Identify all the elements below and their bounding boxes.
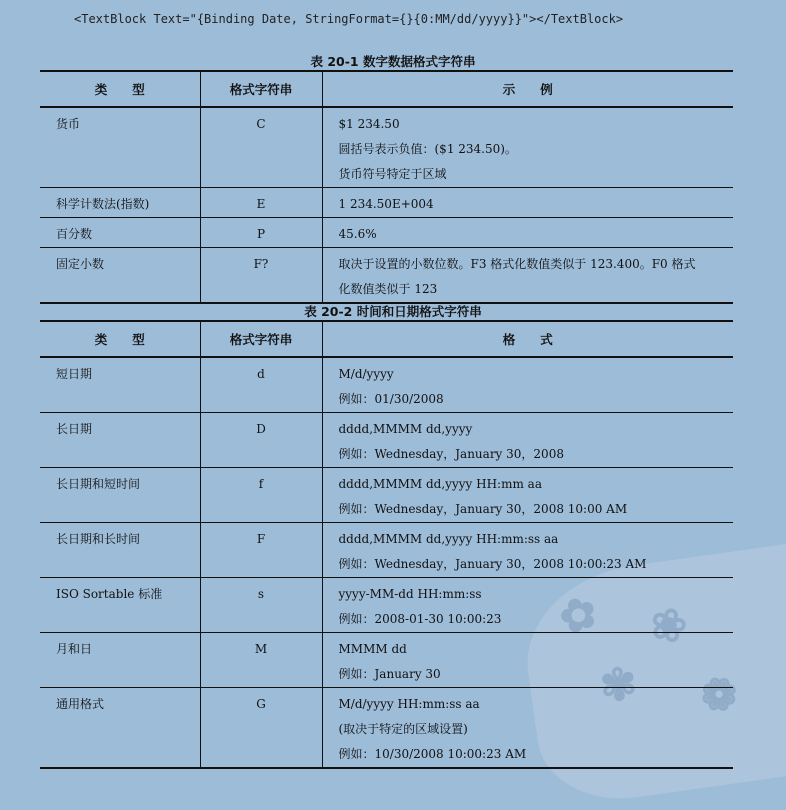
row-type: 货币 — [40, 107, 200, 188]
watermark-glyph: ❀ — [644, 596, 693, 655]
table-row — [40, 218, 733, 248]
table-row — [40, 468, 733, 523]
row-type: 百分数 — [40, 218, 200, 248]
example-line: 45.6% — [338, 227, 377, 241]
row-type: 固定小数 — [40, 248, 200, 304]
row-format-string: E — [200, 188, 322, 218]
table1 — [40, 70, 733, 304]
row-example — [322, 107, 733, 188]
example-line: 化数值类似于 123 — [338, 282, 438, 296]
example-line: 取决于设置的小数位数。F3 格式化数值类似于 123.400。F0 格式 — [338, 257, 696, 271]
row-format-string: F — [200, 523, 322, 578]
row-format-string: D — [200, 413, 322, 468]
table2-caption: 表 20-2 时间和日期格式字符串 — [304, 304, 482, 319]
example-line: 例如：Wednesday，January 30，2008 10:00 AM — [338, 502, 628, 516]
example-line: 例如：Wednesday，January 30，2008 — [338, 447, 564, 461]
row-example — [322, 468, 733, 523]
code-line: <TextBlock Text="{Binding Date, StringFormat={}{0:MM/dd/yyyy}}"></TextBlock> — [74, 12, 624, 26]
table-row — [40, 578, 733, 633]
watermark-glyph: ❁ — [690, 664, 746, 727]
example-line: 例如：2008-01-30 10:00:23 — [338, 612, 502, 626]
table-row — [40, 688, 733, 769]
example-line: M/d/yyyy HH:mm:ss aa — [338, 697, 480, 711]
example-line: dddd,MMMM dd,yyyy — [338, 422, 473, 436]
row-type: 科学计数法(指数) — [40, 188, 200, 218]
example-line: dddd,MMMM dd,yyyy HH:mm aa — [338, 477, 542, 491]
watermark-glyph: ✿ — [552, 585, 605, 646]
row-format-string: d — [200, 357, 322, 413]
table2-header-type: 类 型 — [40, 321, 200, 357]
row-format-string: F? — [200, 248, 322, 304]
row-example — [322, 357, 733, 413]
table-row — [40, 633, 733, 688]
example-line: $1 234.50 — [338, 117, 400, 131]
table2-header-row — [40, 321, 733, 357]
example-line: 圆括号表示负值：($1 234.50)。 — [338, 142, 517, 156]
example-line: dddd,MMMM dd,yyyy HH:mm:ss aa — [338, 532, 559, 546]
row-example — [322, 578, 733, 633]
row-format-string: P — [200, 218, 322, 248]
row-example — [322, 523, 733, 578]
table-row — [40, 248, 733, 304]
row-example — [322, 633, 733, 688]
example-line: M/d/yyyy — [338, 367, 394, 381]
table1-header-row — [40, 71, 733, 107]
example-line: (取决于特定的区域设置) — [338, 722, 468, 736]
row-type: 通用格式 — [40, 688, 200, 769]
example-line: 例如：10/30/2008 10:00:23 AM — [338, 747, 527, 761]
table1-header-format: 格式字符串 — [200, 71, 322, 107]
example-line: 例如：Wednesday，January 30，2008 10:00:23 AM — [338, 557, 647, 571]
example-line: MMMM dd — [338, 642, 407, 656]
row-format-string: G — [200, 688, 322, 769]
table2-header-format-desc: 格 式 — [322, 321, 733, 357]
row-example — [322, 188, 733, 218]
row-example — [322, 248, 733, 304]
table1-header-type: 类 型 — [40, 71, 200, 107]
row-type: 长日期 — [40, 413, 200, 468]
row-type: 长日期和长时间 — [40, 523, 200, 578]
table1-caption: 表 20-1 数字数据格式字符串 — [310, 54, 476, 69]
example-line: yyyy-MM-dd HH:mm:ss — [338, 587, 482, 601]
table-row — [40, 413, 733, 468]
row-type: 月和日 — [40, 633, 200, 688]
row-format-string: C — [200, 107, 322, 188]
row-type: 短日期 — [40, 357, 200, 413]
watermark-glyph: ✾ — [597, 658, 640, 713]
row-type: ISO Sortable 标准 — [40, 578, 200, 633]
row-format-string: M — [200, 633, 322, 688]
example-line: 例如：January 30 — [338, 667, 441, 681]
example-line: 货币符号特定于区域 — [338, 167, 447, 181]
row-example — [322, 688, 733, 769]
row-type: 长日期和短时间 — [40, 468, 200, 523]
row-example — [322, 218, 733, 248]
table-row — [40, 188, 733, 218]
table-row — [40, 523, 733, 578]
row-example — [322, 413, 733, 468]
row-format-string: f — [200, 468, 322, 523]
table1-header-example: 示 例 — [322, 71, 733, 107]
table2-header-format: 格式字符串 — [200, 321, 322, 357]
table-row — [40, 357, 733, 413]
row-format-string: s — [200, 578, 322, 633]
table2 — [40, 320, 733, 769]
table-row — [40, 107, 733, 188]
example-line: 1 234.50E+004 — [338, 197, 434, 211]
example-line: 例如：01/30/2008 — [338, 392, 444, 406]
